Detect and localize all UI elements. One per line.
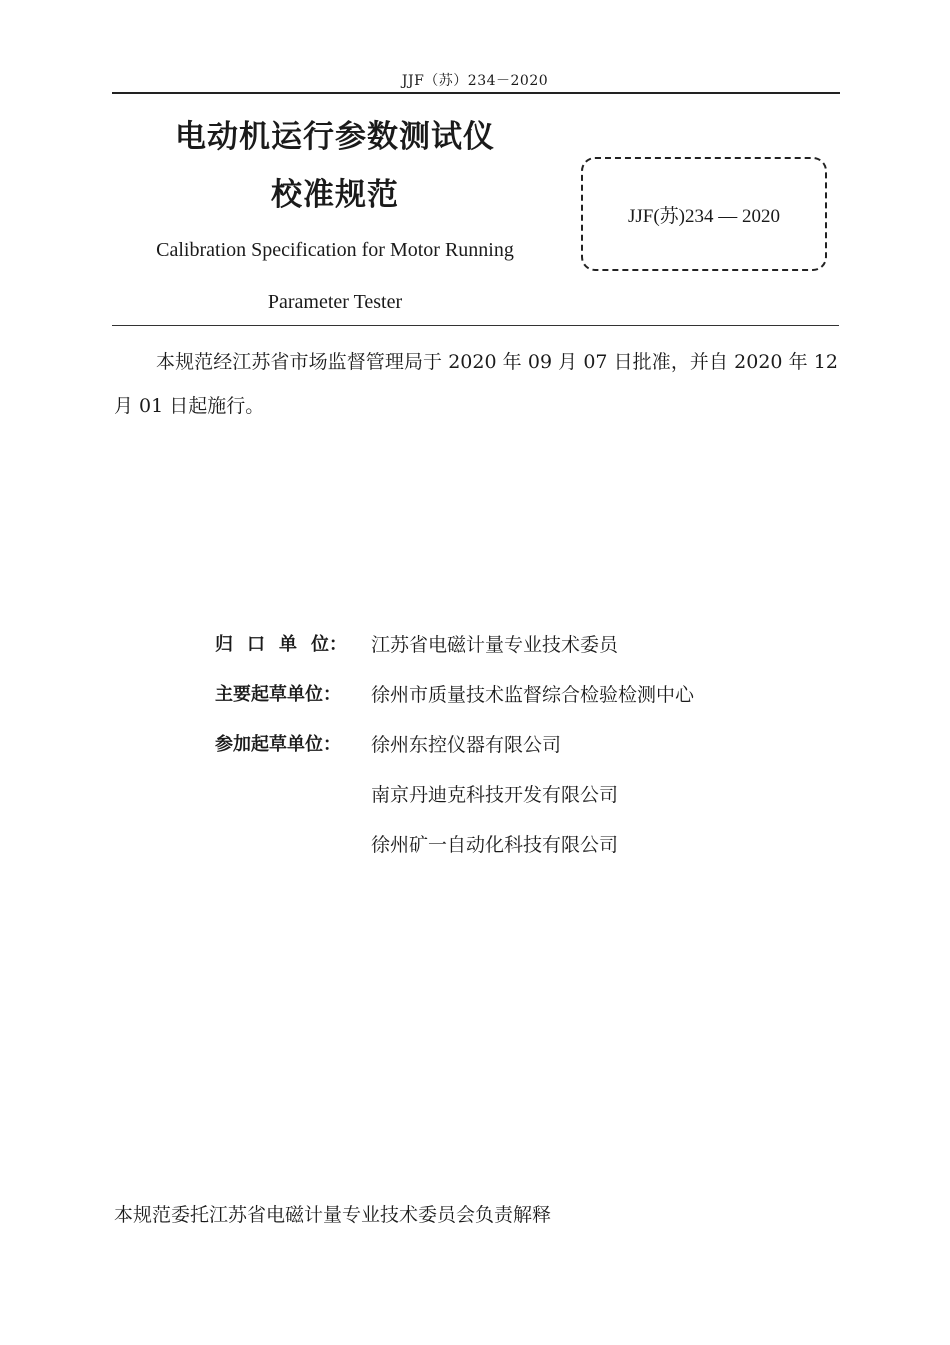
label-colon: ： <box>329 634 347 655</box>
label-char: 单 <box>279 634 297 655</box>
header-rule <box>112 92 840 94</box>
chinese-title-line-1: 电动机运行参数测试仪 <box>175 119 495 155</box>
main-drafting-label: 主要起草单位： <box>215 684 341 705</box>
chinese-title-line-2: 校准规范 <box>271 177 399 213</box>
english-title-line-1: Calibration Specification for Motor Running <box>156 239 514 261</box>
participating-drafting-label: 参加起草单位： <box>215 734 341 755</box>
unit-row-participating-1 <box>215 718 815 768</box>
label-char: 归 <box>215 634 233 655</box>
running-header-code: JJF（苏）234－2020 <box>401 73 549 89</box>
specification-code-box <box>581 157 827 271</box>
participating-unit-1: 徐州东控仪器有限公司 <box>371 733 562 756</box>
participating-unit-2: 南京丹迪克科技开发有限公司 <box>371 783 619 806</box>
title-rule <box>112 325 839 326</box>
unit-row-centralized <box>215 618 815 668</box>
drafting-units <box>215 618 815 868</box>
interpretation-note: 本规范委托江苏省电磁计量专业技术委员会负责解释 <box>114 1204 552 1226</box>
specification-code: JJF(苏)234 — 2020 <box>627 205 780 227</box>
english-title-line-2: Parameter Tester <box>267 291 403 313</box>
participating-unit-3: 徐州矿一自动化科技有限公司 <box>371 833 619 856</box>
title-block <box>112 108 558 328</box>
approval-statement: 本规范经江苏省市场监督管理局于 2020 年 09 月 07 日批准，并自 2020 年 12 月 01 日起施行。 <box>114 351 838 417</box>
centralized-unit-value: 江苏省电磁计量专业技术委员 <box>371 633 619 656</box>
label-char: 口 <box>247 634 265 655</box>
label-char: 位 <box>311 634 329 655</box>
unit-row-participating-2 <box>215 768 815 818</box>
unit-row-participating-3 <box>215 818 815 868</box>
main-drafting-value: 徐州市质量技术监督综合检验检测中心 <box>371 683 695 706</box>
unit-row-main-drafting <box>215 668 815 718</box>
centralized-unit-label <box>215 630 371 656</box>
